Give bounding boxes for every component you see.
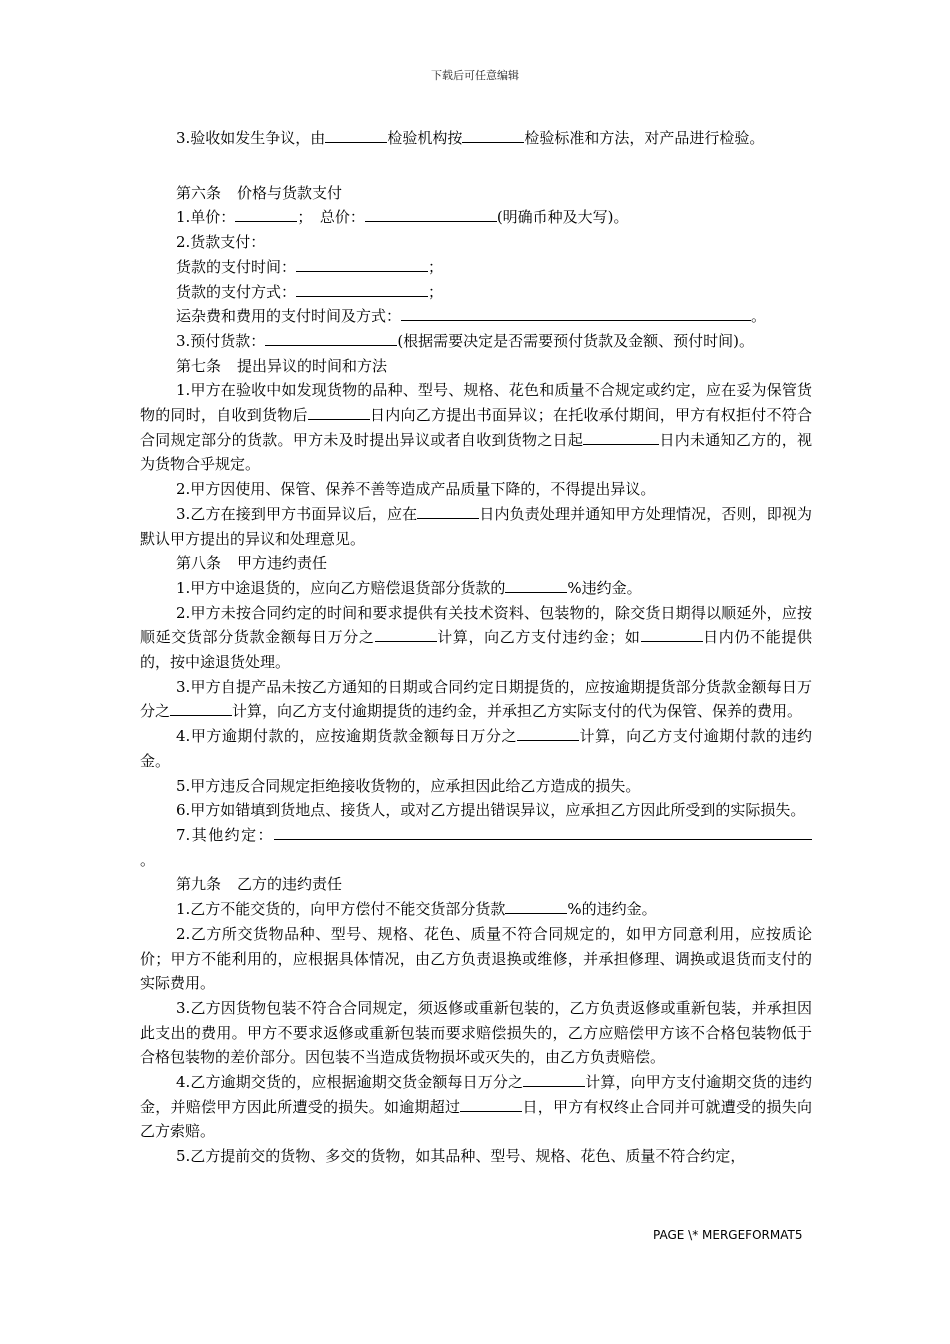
clause-8-2: 2.甲方未按合同约定的时间和要求提供有关技术资料、包装物的，除交货日期得以顺延外，应按顺延交货部分货款金额每日万分之 计算，向乙方支付违约金；如 日内仍不能提供的，按中途退货处理。 xyxy=(140,603,812,672)
blank-field xyxy=(517,724,579,741)
clause-8-1: 1.甲方中途退货的，应向乙方赔偿退货部分货款的 %违约金。 xyxy=(140,576,812,601)
clause-9-4: 4.乙方逾期交货的，应根据逾期交货金额每日万分之 计算，向甲方支付逾期交货的违约金，并赔偿甲方因此所遭受的损失。如逾期超过 日，甲方有权终止合同并可就遭受的损失向乙方索赔。 xyxy=(140,1070,812,1144)
clause-9-5: 5.乙方提前交的货物、多交的货物，如其品种、型号、规格、花色、质量不符合约定， xyxy=(176,1147,746,1166)
blank-field xyxy=(274,823,812,840)
article-7-heading: 第七条 提出异议的时间和方法 xyxy=(176,356,388,375)
blank-field xyxy=(325,126,387,143)
blank-field xyxy=(296,255,428,272)
blank-field xyxy=(308,403,370,420)
blank-field xyxy=(505,576,567,593)
blank-field xyxy=(621,428,659,445)
blank-field xyxy=(460,1095,522,1112)
blank-field xyxy=(417,502,479,519)
page-header: 下载后可任意编辑 xyxy=(431,69,519,82)
clause-9-1: 1.乙方不能交货的，向甲方偿付不能交货部分货款 %的违约金。 xyxy=(140,897,812,922)
clause-7-3: 3.乙方在接到甲方书面异议后，应在 日内负责处理并通知甲方处理情况，否则，即视为默认甲方提出的异议和处理意见。 xyxy=(140,502,812,551)
clause-6-2: 2.货款支付： xyxy=(176,233,266,252)
clause-6-1: 1.单价： ； 总价： (明确币种及大写)。 xyxy=(140,205,812,230)
blank-field xyxy=(505,897,567,914)
payment-method: 货款的支付方式： ； xyxy=(140,280,812,305)
blank-field xyxy=(265,329,397,346)
blank-field xyxy=(641,625,703,642)
blank-field xyxy=(462,126,524,143)
blank-field xyxy=(401,304,751,321)
clause-5-3: 3.验收如发生争议，由 检验机构按 检验标准和方法，对产品进行检验。 xyxy=(140,126,812,151)
blank-field xyxy=(375,625,437,642)
article-8-heading: 第八条 甲方违约责任 xyxy=(176,554,328,573)
clause-6-3: 3.预付货款： (根据需要决定是否需要预付货款及金额、预付时间)。 xyxy=(140,329,812,354)
freight-payment: 运杂费和费用的支付时间及方式： 。 xyxy=(140,304,812,329)
clause-9-2: 2.乙方所交货物品种、型号、规格、花色、质量不符合同规定的，如甲方同意利用，应按质论价；甲方不能利用的，应根据具体情况，由乙方负责退换或维修，并承担修理、调换或退货而支付的实际费用。 xyxy=(140,924,812,993)
blank-field xyxy=(235,205,297,222)
blank-field xyxy=(170,699,232,716)
clause-8-3: 3.甲方自提产品未按乙方通知的日期或合同约定日期提货的，应按逾期提货部分货款金额每日万分之 计算，向乙方支付逾期提货的违约金，并承担乙方实际支付的代为保管、保养的费用。 xyxy=(140,677,812,721)
blank-field xyxy=(523,1070,585,1087)
clause-7-1: 1.甲方在验收中如发现货物的品种、型号、规格、花色和质量不合规定或约定，应在妥为保管货物的同时，自收到货物后 日内向乙方提出书面异议；在托收承付期间，甲方有权拒付不符合合同规定部分的货款。甲方未及时提出异议或者自收到货物之日起 日内未通知乙方的，视为货物合乎规定。 xyxy=(140,381,812,474)
clause-8-6: 6.甲方如错填到货地点、接货人，或对乙方提出错误异议，应承担乙方因此所受到的实际损失。 xyxy=(176,801,806,820)
page-footer: PAGE \* MERGEFORMAT5 xyxy=(653,1228,803,1242)
payment-time: 货款的支付时间： ； xyxy=(140,255,812,280)
clause-9-3: 3.乙方因货物包装不符合合同规定，须返修或重新包装的，乙方负责返修或重新包装，并承担因此支出的费用。甲方不要求返修或重新包装而要求赔偿损失的，乙方应赔偿甲方该不合格包装物低于合格包装物的差价部分。因包装不当造成货物损坏或灭失的，由乙方负责赔偿。 xyxy=(140,998,812,1067)
blank-field xyxy=(583,428,621,445)
article-9-heading: 第九条 乙方的违约责任 xyxy=(176,875,343,894)
clause-8-4: 4.甲方逾期付款的，应按逾期货款金额每日万分之 计算，向乙方支付逾期付款的违约金。 xyxy=(140,724,812,773)
clause-8-5: 5.甲方违反合同规定拒绝接收货物的，应承担因此给乙方造成的损失。 xyxy=(176,776,641,795)
blank-field xyxy=(365,205,497,222)
clause-7-2: 2.甲方因使用、保管、保养不善等造成产品质量下降的，不得提出异议。 xyxy=(176,480,656,499)
clause-8-7: 7.其他约定：。 xyxy=(140,823,812,872)
blank-field xyxy=(296,280,428,297)
article-6-heading: 第六条 价格与货款支付 xyxy=(176,183,343,202)
document-body xyxy=(140,126,812,1169)
